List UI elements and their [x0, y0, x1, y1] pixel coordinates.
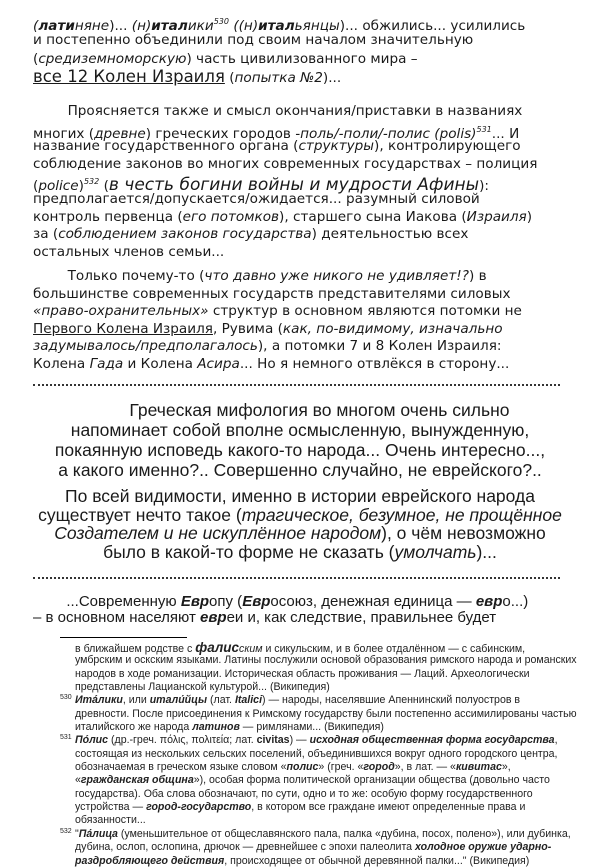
paragraph-europe: [0, 594, 600, 625]
text-run: в ближайшем родстве с: [75, 643, 196, 655]
text-line: [0, 814, 600, 827]
text-line: [0, 268, 600, 286]
text-run: ским: [239, 643, 263, 655]
text-line: [0, 420, 600, 440]
text-run: (: [224, 69, 235, 86]
text-run: обязанности...: [75, 814, 146, 827]
text-run: , Рувима (: [212, 320, 283, 337]
text-run: »), особая форма политической организации общества (довольно часто: [193, 774, 550, 787]
text-run: его потомков: [182, 208, 280, 225]
text-line: [0, 654, 600, 667]
text-run: государства). Оба слова обозначают, по сути, одно и то же: особую форму государственного: [75, 787, 533, 800]
text-line: [0, 50, 600, 68]
text-run: в честь богини войны и мудрости Афины: [108, 175, 480, 196]
text-line: [0, 668, 600, 681]
footnote-ref: 531: [476, 124, 492, 134]
text-run: за (: [33, 226, 59, 243]
text-run: умолчать: [394, 542, 477, 563]
text-run: », в лат. — «: [394, 761, 456, 774]
text-run: ": [75, 827, 79, 840]
text-run: (: [33, 50, 39, 67]
text-run: напоминает собой вполне осмысленную, вынужденную,: [70, 420, 530, 440]
text-line: [0, 748, 600, 761]
text-run: )... обжились... усилились: [339, 18, 526, 34]
text-run: ) — народы, населявшие Апеннинский полуостров в: [262, 694, 521, 707]
text-run: опу (: [209, 593, 243, 610]
text-run: латинов: [192, 721, 240, 734]
text-run: civitas: [256, 734, 290, 747]
text-run: ), о чём невозможно: [381, 523, 546, 544]
text-run: Только почему-то (: [33, 268, 205, 284]
text-run: Создателем и не искуплённое народом: [54, 523, 382, 544]
text-run: Ита́лики: [75, 694, 123, 707]
text-run: большинстве современных государств представителями силовых: [33, 285, 511, 302]
text-run: (др.-греч. πόλις, πολιτεία; лат.: [108, 734, 257, 747]
text-run: » (греч. «: [318, 761, 364, 774]
text-run: средиземноморскую: [38, 50, 187, 67]
text-run: (: [99, 178, 109, 195]
text-line: [0, 338, 600, 356]
text-run: )...: [322, 69, 342, 86]
text-line: [0, 173, 600, 196]
text-run: предполагается/допускается/ожидается... разумный силовой: [33, 190, 480, 207]
text-run: задумывалось/предполагалось: [33, 338, 258, 355]
text-run: устройства —: [75, 801, 147, 814]
text-run: Греческая мифология во многом очень сильно: [90, 400, 510, 420]
text-run: ) —: [289, 734, 310, 747]
text-run: и сикульским, и в более отдалённом — с сабинским,: [262, 643, 526, 655]
text-run: евр: [475, 593, 503, 610]
text-run: ): [78, 178, 84, 195]
text-run: дубина, ослоп, ослопина, дрючок — древнейшее с эпохи палеолита: [75, 841, 416, 854]
text-run: ,: [554, 734, 558, 747]
text-run: умбрским и оскским языками. Латины послужили основой образования римского народа и романских: [75, 654, 577, 667]
text-run: все 12 Колен Израиля: [33, 66, 225, 86]
text-run: – в основном населяют: [33, 608, 200, 626]
footnote-number: 530: [60, 694, 72, 702]
text-run: город-государство: [146, 801, 252, 814]
text-run: police: [38, 178, 79, 195]
text-line: [0, 543, 600, 562]
text-line: [0, 524, 600, 543]
footnote-number: 531: [60, 734, 72, 742]
text-run: соблюдением законов государства: [58, 226, 312, 243]
text-line: [0, 681, 600, 694]
paragraph-jewish-history: [0, 487, 600, 562]
text-run: ьянцы: [294, 18, 340, 34]
text-line: [0, 156, 600, 174]
text-run: ики: [187, 18, 214, 34]
text-run: , или: [122, 694, 150, 707]
text-line: [0, 13, 600, 34]
text-run: няне: [74, 18, 110, 34]
text-run: Проясняется также и смысл окончания/приставки в названиях: [33, 103, 523, 119]
text-run: «: [75, 774, 81, 787]
text-run: было в какой-то форме не сказать (: [103, 542, 395, 563]
text-line: [0, 226, 600, 244]
text-line: [0, 610, 600, 626]
text-line: [0, 303, 600, 321]
text-run: Italici: [234, 694, 263, 707]
text-line: [0, 487, 600, 506]
text-line: [0, 774, 600, 787]
text-run: ...Современную: [33, 593, 181, 610]
text-line: [0, 460, 600, 480]
footnote-ref: 532: [83, 177, 100, 187]
text-line: [0, 209, 600, 227]
footnote: [0, 694, 600, 734]
text-run: (уменьшительное от общеславянского пала, палка «дубина, посох, полено»), или дубинка,: [117, 827, 571, 840]
text-line: [0, 121, 600, 142]
footnote-rule: [60, 637, 187, 638]
text-line: [0, 788, 600, 801]
text-line: [0, 400, 600, 420]
text-line: [0, 708, 600, 721]
text-run: осоюз, денежная единица —: [270, 593, 476, 610]
text-run: исходная общественная форма государства: [309, 734, 555, 747]
text-line: [0, 734, 600, 747]
text-line: [0, 68, 600, 86]
text-run: Гада: [89, 355, 124, 372]
footnote: [0, 828, 600, 868]
text-run: древности. После присоединения к Римскому государству были постепенно ассимилированы частью: [75, 707, 577, 720]
text-line: [0, 31, 600, 49]
text-run: Первого Колена Израиля: [33, 320, 213, 337]
text-run: , в котором все граждане имеют определенные права и: [251, 801, 526, 814]
text-run: , происходящее от обычной деревянной палки..." (Википедия): [224, 854, 530, 867]
footnote: [0, 641, 600, 694]
text-line: [0, 321, 600, 339]
text-run: и Колена: [123, 355, 198, 372]
text-run: раздробляющего действия: [75, 854, 225, 867]
text-run: (н): [131, 18, 152, 34]
text-run: остальных членов семьи...: [33, 243, 225, 260]
text-line: [0, 694, 600, 707]
text-line: [0, 103, 600, 121]
text-line: [0, 244, 600, 262]
text-run: попытка №2: [234, 69, 323, 86]
text-run: ), старшего сына Иакова (: [279, 208, 467, 225]
text-run: Евр: [242, 593, 271, 610]
text-run: еи и, как следствие, правильнее будет: [226, 608, 497, 626]
text-run: народов в ходе романизации. Историческая область проживания — Лаций. Археологически: [75, 667, 530, 680]
text-line: [0, 761, 600, 774]
text-run: ) деятельностью всех: [311, 226, 469, 243]
text-run: структур в основном являются потомки не: [208, 303, 522, 320]
text-run: как, по-видимому, изначально: [282, 320, 503, 337]
text-run: город: [363, 761, 395, 774]
text-line: [0, 801, 600, 814]
text-run: итал: [151, 18, 188, 34]
text-run: что давно уже никого не удивляет!?: [204, 268, 469, 284]
text-run: Колена: [33, 355, 90, 372]
text-run: ... И: [491, 125, 520, 142]
text-run: -поль/-поли/-полис (polis): [295, 125, 477, 142]
text-line: [0, 855, 600, 868]
text-run: покаянную исповедь какого-то народа... Очень интересно...,: [54, 440, 546, 460]
text-line: [0, 138, 600, 156]
text-run: ), а потомки 7 и 8 Колен Израиля:: [257, 338, 502, 355]
paragraph-latins: [0, 13, 600, 86]
paragraph-law-enforcement: [0, 268, 600, 374]
text-run: ) греческих городов: [145, 125, 296, 142]
text-run: ... Но я немного отвлёкся в сторону...: [239, 355, 510, 372]
text-run: итали́йцы: [149, 694, 208, 707]
text-run: ) часть цивилизованного мира –: [186, 50, 418, 67]
paragraph-greek-mythology: [0, 400, 600, 480]
text-run: обозначаемая в греческом языке словом «: [75, 761, 287, 774]
text-run: фалис: [195, 640, 240, 655]
text-run: (: [33, 18, 39, 34]
text-run: ):: [479, 178, 489, 195]
text-run: По всей видимости, именно в истории еврейского народа: [65, 486, 535, 506]
text-run: состоящая из нескольких сельских поселений, объединившихся вокруг одного городского центра,: [75, 747, 558, 760]
text-run: ), контролирующего: [374, 138, 521, 155]
text-line: [0, 286, 600, 304]
text-run: трагическое, безумное, не прощённое: [241, 504, 562, 525]
text-run: а какого именно?.. Совершенно случайно, не еврейского?..: [58, 460, 542, 480]
text-run: (лат.: [207, 694, 235, 707]
text-run: Асира: [197, 355, 240, 372]
text-run: ((н): [229, 18, 259, 34]
text-run: итал: [258, 18, 295, 34]
footnotes: [0, 641, 600, 868]
text-run: По́лис: [75, 734, 109, 747]
text-run: представлены Лацианской культурой... (Википедия): [75, 681, 330, 694]
footnote: [0, 734, 600, 827]
text-run: Па́лица: [78, 827, 118, 840]
text-run: лати: [38, 18, 75, 34]
text-run: Евр: [180, 593, 210, 610]
text-run: структуры: [298, 138, 375, 155]
text-line: [0, 841, 600, 854]
text-line: [0, 191, 600, 209]
text-run: древне: [94, 125, 146, 142]
dotted-separator: [33, 577, 560, 579]
text-line: [0, 828, 600, 841]
text-run: кивитас: [455, 761, 502, 774]
text-run: Израиля: [466, 208, 527, 225]
text-run: ): [526, 208, 533, 225]
dotted-separator: [33, 384, 560, 386]
text-run: о...): [502, 593, 529, 610]
text-run: италийского же народа: [75, 721, 193, 734]
text-run: )...: [476, 542, 497, 563]
text-run: гражданская община: [80, 774, 194, 787]
text-run: евр: [200, 608, 227, 626]
text-run: ) в: [468, 268, 487, 284]
text-run: «право-охранительных»: [33, 303, 209, 320]
text-run: многих (: [33, 125, 95, 142]
text-line: [0, 721, 600, 734]
text-run: соблюдение законов во многих современных государствах – полиция: [33, 155, 538, 172]
paragraph-polis: [0, 103, 600, 261]
footnote-ref: 530: [213, 17, 229, 26]
text-run: холодное оружие ударно-: [415, 841, 552, 854]
text-run: существует нечто такое (: [38, 504, 242, 525]
text-line: [0, 356, 600, 374]
text-run: полис: [286, 761, 319, 774]
text-line: [0, 594, 600, 610]
text-run: »,: [501, 761, 511, 774]
text-run: — римлянами... (Википедия): [239, 721, 384, 734]
text-line: [0, 440, 600, 460]
text-run: название государственного органа (: [33, 138, 299, 155]
text-line: [0, 506, 600, 525]
text-run: (: [33, 178, 39, 195]
footnote-number: 532: [60, 827, 72, 835]
text-run: и постепенно объединили под своим началом значительную: [33, 32, 474, 49]
text-run: )...: [109, 18, 132, 34]
text-run: контроль первенца (: [33, 208, 183, 225]
text-line: [0, 641, 600, 654]
